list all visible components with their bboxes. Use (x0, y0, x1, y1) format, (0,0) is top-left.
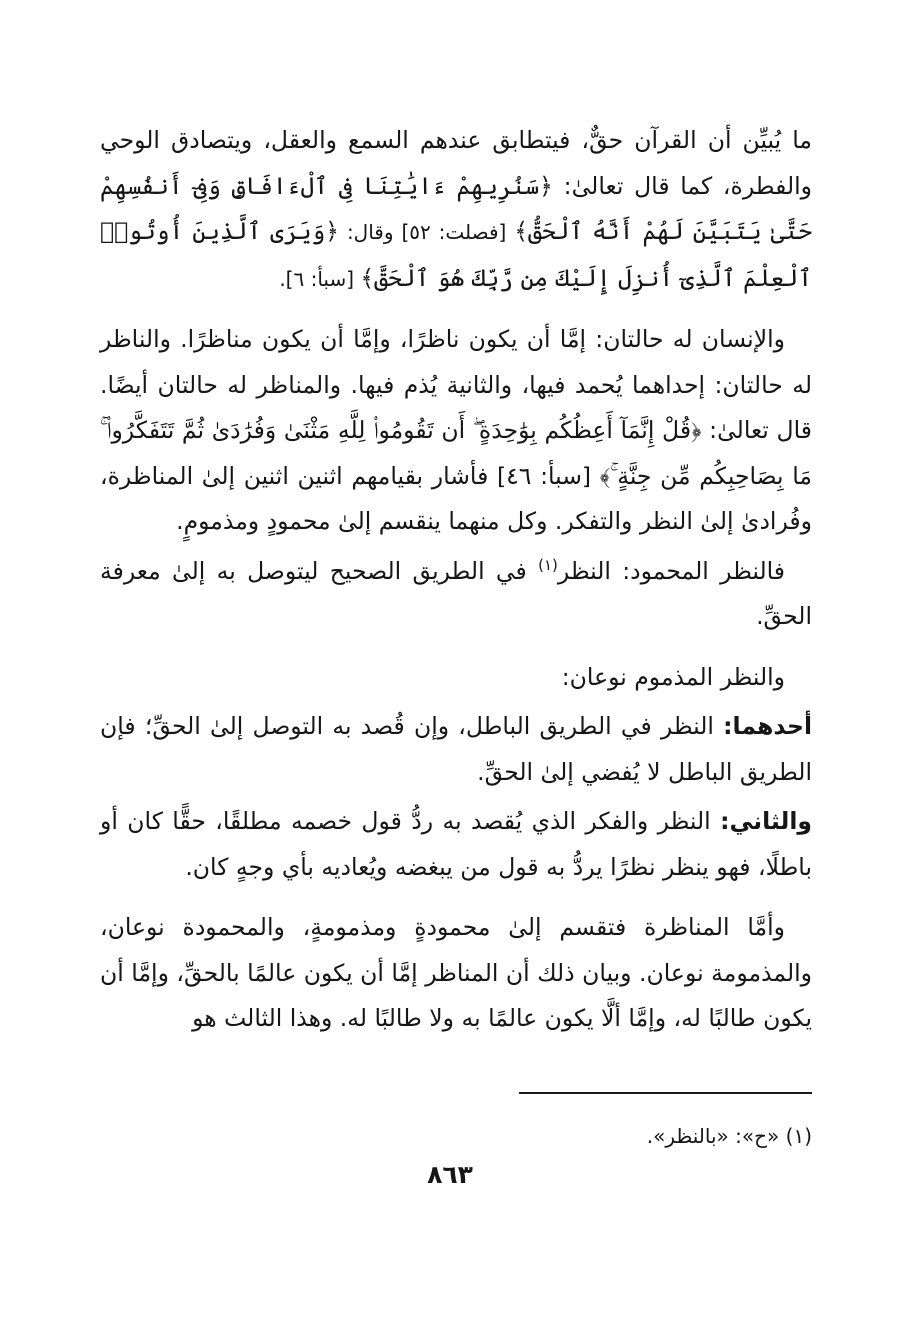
paragraph-text: النظر في الطريق الباطل، وإن قُصد به التوصل إلىٰ الحقِّ؛ فإن الطريق الباطل لا يُفضي إلىٰ الحقِّ. (100, 712, 812, 786)
paragraph (100, 118, 812, 302)
paragraph-text: ما يُبيِّن أن القرآن حقٌّ، فيتطابق عندهم السمع والعقل، ويتصادق الوحي والفطرة، كما قال تعالىٰ: (100, 126, 812, 200)
quran-verse: ﴿سَنُرِيهِمْ ءَايَٰتِنَا فِى ٱلْءَافَاقِ وَفِىٓ أَنفُسِهِمْ حَتَّىٰ يَتَبَيَّنَ لَهُمْ أَنَّهُ ٱلْحَقُّ﴾ (100, 171, 812, 245)
verse-reference: [سبأ: ٦]. (279, 266, 361, 291)
footnote: (١) «ح»: «بالنظر». (646, 1124, 812, 1148)
paragraph (100, 655, 812, 701)
page-number: ٨٦٣ (427, 1160, 473, 1189)
paragraph (100, 704, 812, 795)
verse-reference: [فصلت: ٥٢] وقال: (339, 220, 515, 244)
paragraph-text: [سبأ: ٤٦] فأشار بقيامهم اثنين اثنين إلىٰ المناظرة، وفُرادىٰ إلىٰ النظر والتفكر. وكل منهما ينقسم إلىٰ محمودٍ ومذمومٍ. (100, 461, 812, 535)
page-body (100, 118, 812, 1042)
paragraph-text: والنظر المذموم نوعان: (561, 662, 785, 691)
footnote-marker: (١) (538, 555, 558, 574)
paragraph (100, 549, 812, 640)
paragraph-text: والإنسان له حالتان: إمَّا أن يكون ناظرًا، وإمَّا أن يكون مناظرًا. والناظر له حالتان: إحداهما يُحمد فيها، والثانية يُذم فيها. والمناظر له حالتان أيضًا. قال تعالىٰ: (100, 325, 812, 444)
footnote-divider (519, 1092, 812, 1094)
paragraph-lead: أحدهما: (723, 712, 812, 740)
paragraph-text: فالنظر المحمود: النظر (557, 556, 786, 585)
paragraph (100, 799, 812, 890)
paragraph-text: في الطريق الصحيح ليتوصل به إلىٰ معرفة الحقِّ. (100, 556, 812, 630)
paragraph (100, 905, 812, 1042)
paragraph-text: النظر والفكر الذي يُقصد به ردُّ قول خصمه مطلقًا، حقًّا كان أو باطلًا، فهو ينظر نظرًا يردُّ به قول من يبغضه ويُعاديه بأي وجهٍ كان. (100, 807, 812, 881)
quran-verse: ﴿قُلْ إِنَّمَآ أَعِظُكُم بِوَٰحِدَةٍ ۖ أَن تَقُومُوا۟ لِلَّهِ مَثْنَىٰ وَفُرَٰدَىٰ ثُمَّ تَتَفَكَّرُوا۟ ۚ مَا بِصَاحِبِكُم مِّن جِنَّةٍ ۚ﴾ (100, 416, 812, 490)
paragraph-text: وأمَّا المناظرة فتقسم إلىٰ محمودةٍ ومذمومةٍ، والمحمودة نوعان، والمذمومة نوعان. وبيان ذلك أن المناظر إمَّا أن يكون عالمًا بالحقِّ، وإمَّا أن يكون طالبًا له، وإمَّا ألَّا يكون عالمًا به ولا طالبًا له. وهذا الثالث هو (100, 913, 812, 1032)
paragraph-lead: والثاني: (720, 807, 812, 835)
paragraph (100, 317, 812, 545)
quran-verse: ﴿وَيَرَى ٱلَّذِينَ أُوتُوا۟ ٱلْعِلْمَ ٱلَّذِىٓ أُنزِلَ إِلَيْكَ مِن رَّبِّكَ هُوَ ٱلْحَقَّ﴾ (100, 217, 812, 292)
